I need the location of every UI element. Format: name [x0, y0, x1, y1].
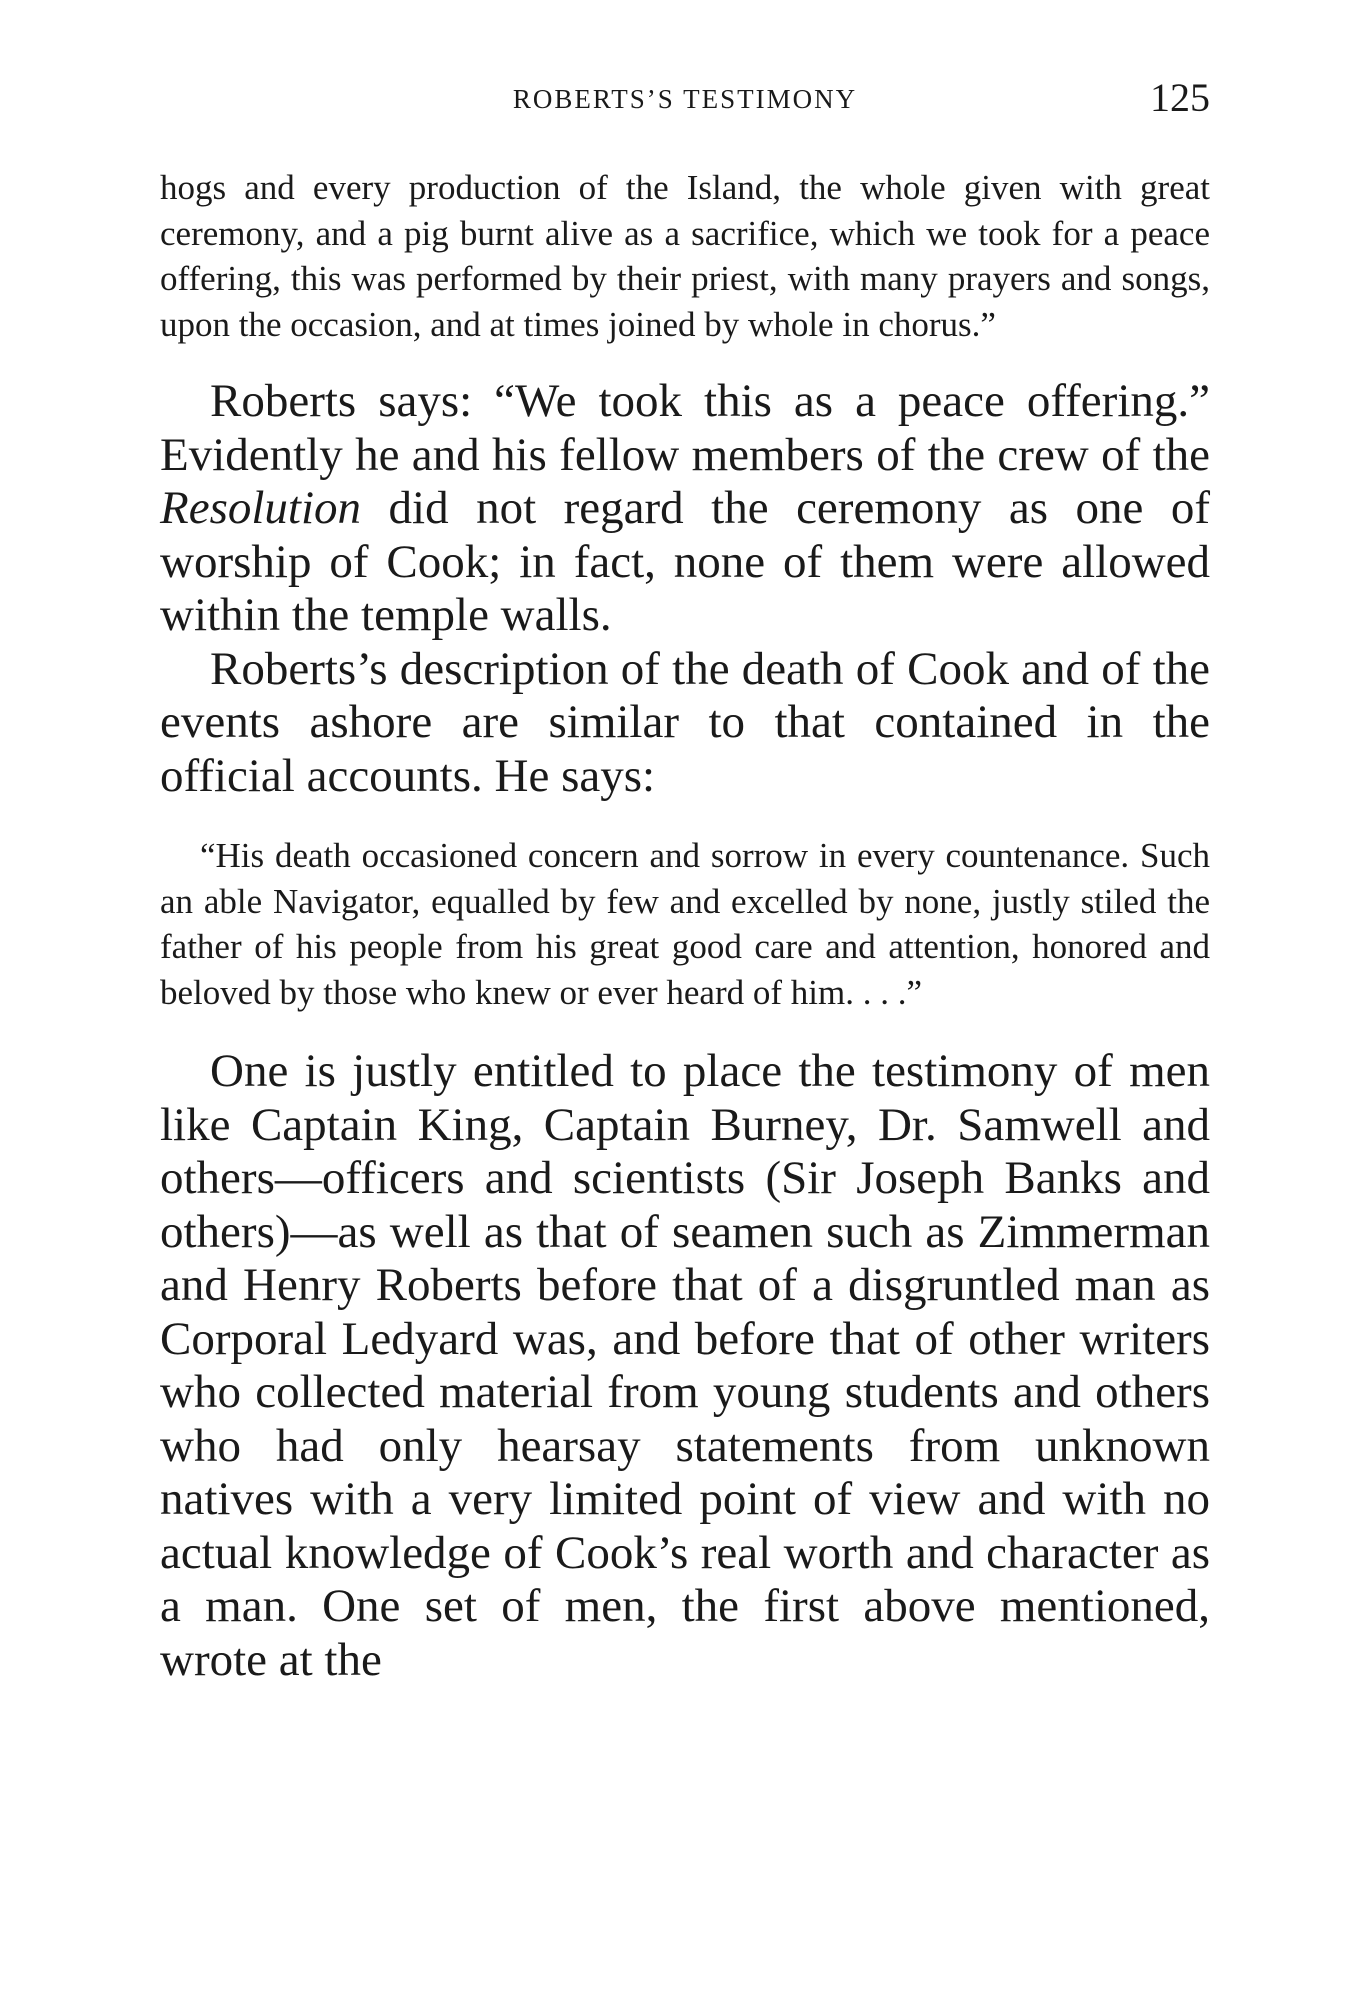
block-quote: “His death occasioned concern and sorrow in every countenance. Such an able Navigator, equalled by few and excelled by none, justly stiled the father of his people from his great good care and attention, honored and beloved by those who knew or ever heard of him. . . .” [160, 836, 1210, 1012]
page-number: 125 [1150, 75, 1210, 120]
ship-name: Resolution [160, 482, 362, 534]
paragraph-text-after-ship: did not regard the ceremony as one of worship of Cook; in fact, none of them were allowed within the temple walls. [160, 482, 1210, 641]
paragraph-testimony: One is justly entitled to place the testimony of men like Captain King, Captain Burney, Dr. Samwell and others—officers and scientists (Sir Joseph Banks and others)—as well as that of seamen such as Zimmerman and Henry Roberts before that of a disgruntled man as Corporal Ledyard was, and before that of other writers who collected material from young students and others who had only hearsay statements from unknown natives with a very limited point of view and with no actual knowledge of Cook’s real worth and character as a man. One set of men, the first above mentioned, wrote at the [160, 1045, 1210, 1686]
page-header [160, 70, 1210, 130]
quoted-passage-continuation: hogs and every production of the Island, the whole given with great ceremony, and a pig burnt alive as a sacrifice, which we took for a peace offering, this was performed by their priest, with many prayers and songs, upon the occasion, and at times joined by whole in chorus.” [160, 168, 1210, 344]
paragraph-text-before-ship: Roberts says: “We took this as a peace offering.” Evidently he and his fellow members of the crew of the [160, 375, 1210, 481]
paragraph-roberts-says [160, 375, 1210, 643]
paragraph-death-description: Roberts’s description of the death of Cook and of the events ashore are similar to that contained in the official accounts. He says: [160, 642, 1210, 802]
page-body [160, 165, 1210, 1687]
running-head: ROBERTS’S TESTIMONY [512, 84, 858, 114]
